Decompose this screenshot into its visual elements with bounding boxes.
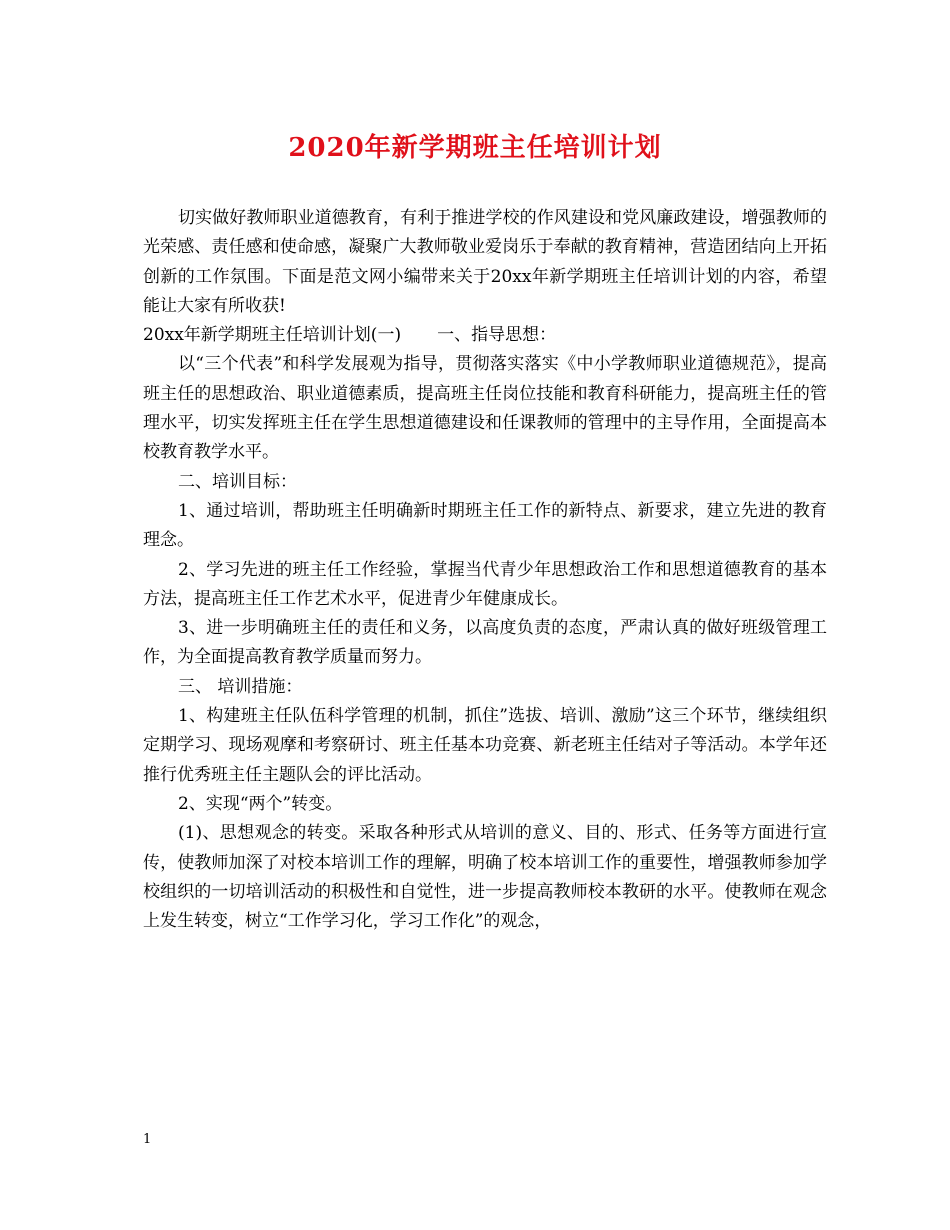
document-body (143, 204, 827, 936)
section3-heading: 三、 培训措施： (178, 676, 303, 697)
section1-heading: 一、指导思想： (437, 325, 557, 346)
measure-2-1-paragraph: (1)、思想观念的转变。采取各种形式从培训的意义、目的、形式、任务等方面进行宣传，使教师加深了对校本培训工作的理解，明确了校本培训工作的重要性，增强教师参加学校组织的一切培训活动的积极性和自觉性，进一步提高教师校本教研的水平。使教师在观念上发生转变，树立“工作学习化，学习工作化”的观念， (143, 823, 827, 932)
plan-heading-line (143, 321, 827, 350)
section2-heading: 二、培训目标： (178, 471, 297, 492)
goal-1-paragraph: 1、通过培训，帮助班主任明确新时期班主任工作的新特点、新要求，建立先进的教育理念。 (143, 500, 827, 551)
measure-2-paragraph: 2、实现“两个”转变。 (178, 793, 343, 814)
section1-paragraph: 以“三个代表”和科学发展观为指导，贯彻落实落实《中小学教师职业道德规范》，提高班主任的思想政治、职业道德素质，提高班主任岗位技能和教育科研能力，提高班主任的管理水平，切实发挥班主任在学生思想道德建设和任课教师的管理中的主导作用，全面提高本校教育教学水平。 (143, 354, 827, 463)
goal-2-paragraph: 2、学习先进的班主任工作经验，掌握当代青少年思想政治工作和思想道德教育的基本方法，提高班主任工作艺术水平，促进青少年健康成长。 (143, 559, 827, 609)
goal-3-paragraph: 3、进一步明确班主任的责任和义务，以高度负责的态度，严肃认真的做好班级管理工作，为全面提高教育教学质量而努力。 (143, 618, 827, 668)
document-title: 2020年新学期班主任培训计划 (288, 133, 662, 163)
intro-paragraph: 切实做好教师职业道德教育，有利于推进学校的作风建设和党风廉政建设，增强教师的光荣感、责任感和使命感，凝聚广大教师敬业爱岗乐于奉献的教育精神，营造团结向上开拓创新的工作氛围。下面是范文网小编带来关于20xx年新学期班主任培训计划的内容，希望能让大家有所收获! (143, 208, 827, 316)
page-number: 1 (143, 1132, 152, 1147)
measure-1-paragraph: 1、构建班主任队伍科学管理的机制，抓住”选拔、培训、激励”这三个环节，继续组织定期学习、现场观摩和考察研讨、班主任基本功竞赛、新老班主任结对子等活动。本学年还推行优秀班主任主题队会的评比活动。 (143, 706, 827, 785)
plan-heading: 20xx年新学期班主任培训计划(一) (143, 325, 402, 346)
